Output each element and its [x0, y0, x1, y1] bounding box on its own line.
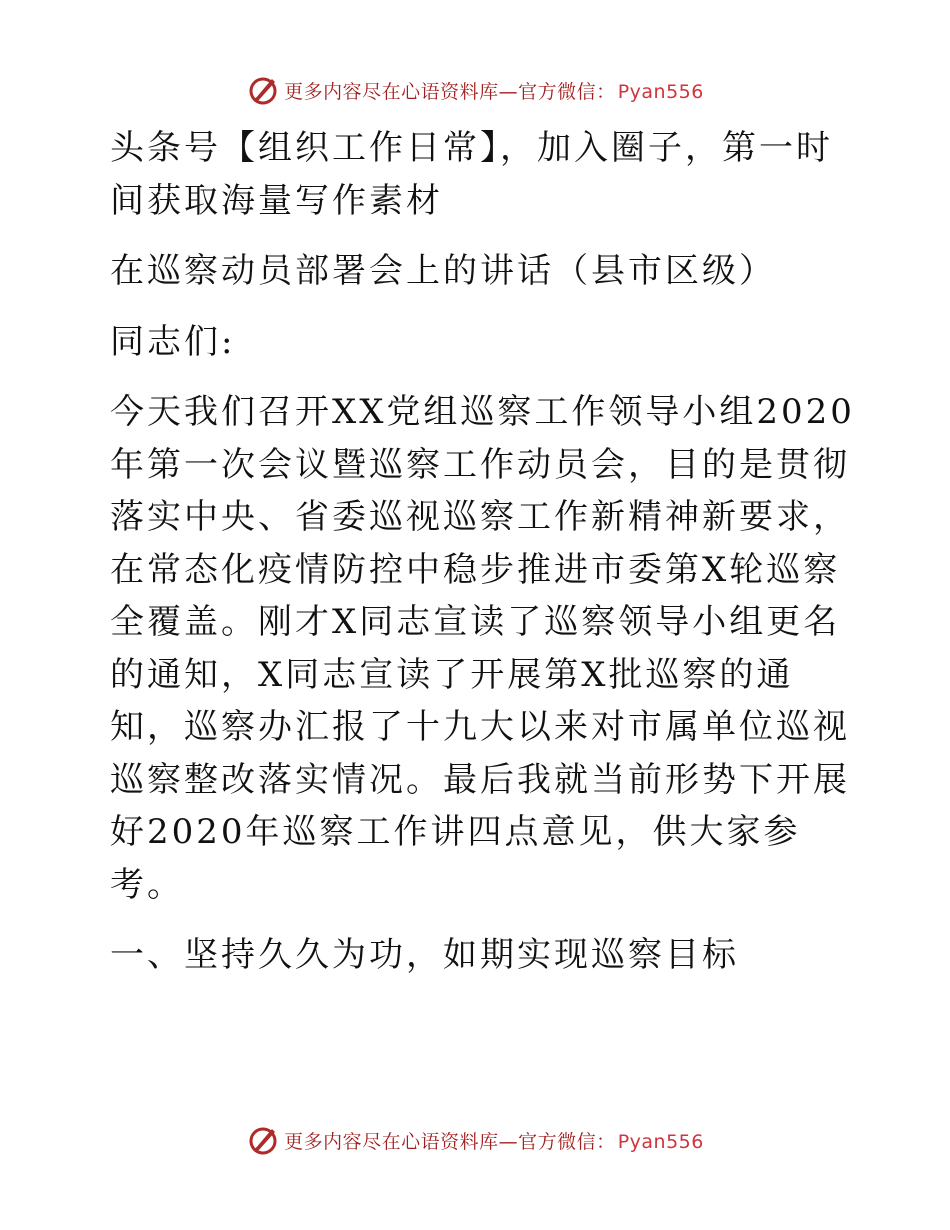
watermark-site-text: 更多内容尽在心语资料库 — [284, 1130, 499, 1153]
watermark-contact-label: 官方微信： — [518, 1130, 616, 1153]
watermark-separator: — — [498, 80, 519, 103]
section-heading: 一、坚持久久为功，如期实现巡察目标 — [110, 935, 739, 975]
watermark-text — [284, 77, 704, 104]
watermark-text — [284, 1127, 704, 1154]
watermark-contact-label: 官方微信： — [518, 80, 616, 103]
watermark-header — [0, 70, 950, 110]
body-paragraph: 今天我们召开XX党组巡察工作领导小组2020年第一次会议暨巡察工作动员会，目的是贯彻落实中央、省委巡视巡察工作新精神新要求，在常态化疫情防控中稳步推进市委第X轮巡察全覆盖。刚才X同志宣读了巡察领导小组更名的通知，X同志宣读了开展第X批巡察的通知，巡察办汇报了十九大以来对市属单位巡视巡察整改落实情况。最后我就当前形势下开展好2020年巡察工作讲四点意见，供大家参考。 — [110, 392, 855, 905]
watermark-contact-id: Pyan556 — [617, 80, 704, 103]
watermark-footer — [0, 1120, 950, 1160]
quill-pen-logo-icon — [246, 73, 280, 107]
watermark-site-text: 更多内容尽在心语资料库 — [284, 80, 499, 103]
quill-pen-logo-icon — [246, 1123, 280, 1157]
salutation: 同志们: — [110, 321, 236, 362]
watermark-separator: — — [498, 1130, 519, 1153]
document-title: 在巡察动员部署会上的讲话（县市区级） — [110, 251, 776, 291]
intro-line: 头条号【组织工作日常】，加入圈子，第一时间获取海量写作素材 — [110, 128, 833, 221]
watermark-contact-id: Pyan556 — [617, 1130, 704, 1153]
document-body — [98, 122, 858, 1000]
